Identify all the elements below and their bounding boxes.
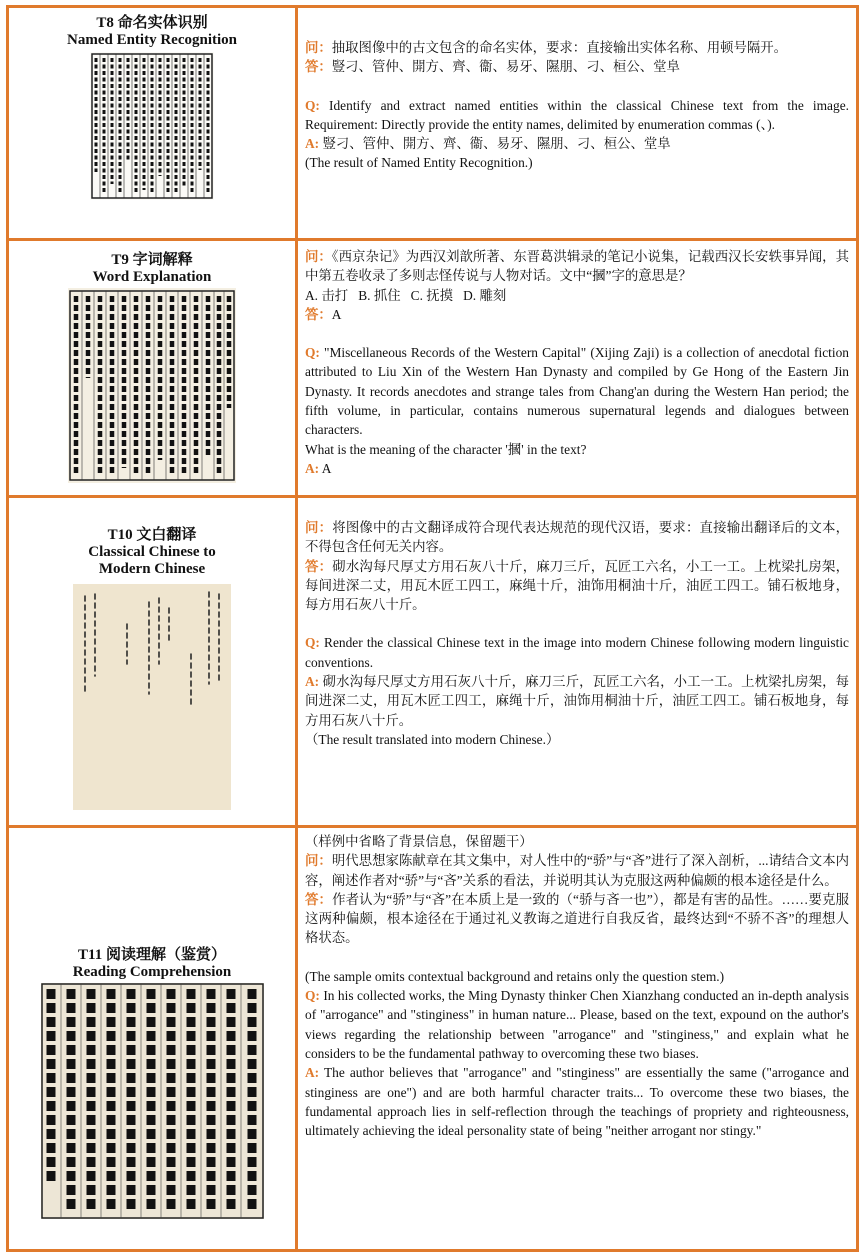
task-title-en: Reading Comprehension (72, 964, 232, 980)
task-title-zh: T10 文白翻译 (107, 527, 197, 543)
answer-en: A: A (305, 460, 332, 476)
question-en-label: Q: (305, 97, 320, 113)
question-zh: 问：将图像中的古文翻译成符合现代表达规范的现代汉语，要求：直接输出翻译后的文本，不得包含任何无关内容。 (305, 520, 850, 555)
answer-zh-label: 答： (305, 891, 333, 907)
task-title-en-line1: Classical Chinese to (88, 544, 216, 560)
answer-note: （The result translated into modern Chinese.） (305, 731, 560, 747)
question-zh: 问：明代思想家陈献章在其文集中，对人性中的“骄”与“吝”进行了深入剖析，...请结合文本内容，阐述作者对“骄”与“吝”关系的看法，并说明其认为克服这两种偏颇的根本途径是什么。 (305, 853, 850, 888)
omission-note-zh: （样例中省略了背景信息，保留题干） (305, 834, 533, 849)
question-zh-label: 问： (305, 853, 332, 869)
question-zh-label: 问： (305, 520, 333, 535)
answer-en: A: 砌水沟每尺厚丈方用石灰八十斤，麻刀三斤，瓦匠工六名，小工一工。上枕梁扎房架，每间进深二丈，用瓦木匠工四工，麻绳十斤，油饰用桐油十斤，油匠工四工。铺石板地身，每方用石灰八十斤。 (305, 674, 849, 728)
answer-en-label: A: (305, 136, 320, 152)
question-en-2: What is the meaning of the character '摑' in the text? (305, 441, 587, 457)
manuscript-image (90, 52, 214, 200)
answer-zh-label: 答： (305, 59, 332, 75)
qa-cell (298, 241, 856, 495)
manuscript-illustration (73, 584, 231, 810)
task-title-zh: T11 阅读理解（鉴赏） (78, 947, 226, 963)
question-en-label: Q: (305, 988, 320, 1004)
answer-en: A: 豎刁、管仲、開方、齊、衞、易牙、隰朋、刁、桓公、堂阜 (305, 136, 671, 152)
question-en-label: Q: (305, 635, 320, 651)
manuscript-illustration (90, 52, 214, 200)
question-en: Q: "Miscellaneous Records of the Western Capital" (Xijing Zaji) is a collection of anecdotal fiction attributed to Liu Xin of the Western Han Dynasty and compiled by Ge Hong of the Eastern Jin Dynasty. It records anecdotes and strange tales from Chang'an during the Western Han period; the fifth volume, in particular, contains numerous supernatural legends and dialogues between characters. (305, 345, 849, 438)
question-en: Q: Identify and extract named entities within the classical Chinese text from the image. Requirement: Directly provide the entity names, delimited by enumeration commas (、). (305, 97, 849, 132)
answer-zh: 答：作者认为“骄”与“吝”在本质上是一致的（“骄与吝一也”），都是有害的品性。……要克服这两种偏颇，根本途径在于通过礼义教诲之道进行自我反省，最终达到“不骄不吝”的理想人格状态。 (305, 891, 849, 946)
qa-cell (298, 8, 856, 238)
row-t10 (9, 498, 856, 828)
row-t9 (9, 241, 856, 498)
answer-zh: 答：A (305, 306, 342, 322)
question-en-label: Q: (305, 345, 320, 361)
answer-en: A: The author believes that "arrogance" and "stinginess" are essentially the same ("arrogance and stinginess are one") and are both harmful character traits... To overcome these two biases, the fundamental approach lies in self-reflection through the teachings of propriety and righteousness, ultimately achieving the ideal personality state of being "neither arrogant nor stingy." (305, 1065, 850, 1139)
row-t8 (9, 8, 856, 241)
manuscript-image (41, 983, 264, 1219)
answer-note: (The result of Named Entity Recognition.) (305, 155, 533, 171)
omission-note-en: (The sample omits contextual background and retains only the question stem.) (305, 968, 725, 984)
answer-options: A. 击打 B. 抓住 C. 抚摸 D. 雕刻 (305, 287, 507, 303)
task-title-zh: T8 命名实体识别 (96, 15, 208, 31)
answer-zh: 答：豎刁、管仲、開方、齊、衞、易牙、隰朋、刁、桓公、堂阜 (305, 59, 680, 75)
task-title-en-line2: Modern Chinese (98, 561, 206, 577)
task-title-zh: T9 字词解释 (111, 252, 193, 268)
task-table (6, 5, 859, 1252)
manuscript-illustration (41, 983, 264, 1219)
answer-en-label: A: (305, 1065, 320, 1081)
answer-zh: 答：砌水沟每尺厚丈方用石灰八十斤，麻刀三斤，瓦匠工六名，小工一工。上枕梁扎房架，每间进深二丈，用瓦木匠工四工，麻绳十斤，油饰用桐油十斤，油匠工四工。铺石板地身，每方用石灰八十斤。 (305, 558, 850, 613)
manuscript-illustration (68, 288, 236, 483)
qa-cell (298, 498, 856, 825)
question-zh: 问：抽取图像中的古文包含的命名实体，要求：直接输出实体名称、用顿号隔开。 (305, 40, 788, 55)
task-label-cell (9, 8, 298, 238)
task-label-cell (9, 498, 298, 825)
manuscript-image (73, 584, 231, 810)
qa-cell (298, 828, 856, 1249)
question-zh-label: 问： (305, 40, 332, 55)
question-zh: 问：《西京杂记》为西汉刘歆所著、东晋葛洪辑录的笔记小说集，记载西汉长安轶事异闻，其中第五卷收录了多则志怪传说与人物对话。文中“摑”字的意思是？ (305, 249, 849, 284)
answer-zh-label: 答： (305, 558, 333, 574)
answer-zh-label: 答： (305, 306, 332, 322)
task-label-cell (9, 828, 298, 1249)
task-title-en: Named Entity Recognition (67, 32, 237, 48)
task-label-cell (9, 241, 298, 495)
row-t11 (9, 828, 856, 1249)
answer-en-label: A: (305, 674, 320, 690)
manuscript-image (68, 288, 236, 483)
question-en: Q: Render the classical Chinese text in the image into modern Chinese following modern linguistic conventions. (305, 635, 849, 670)
task-title-en: Word Explanation (92, 269, 212, 285)
question-en: Q: In his collected works, the Ming Dynasty thinker Chen Xianzhang conducted an in-depth analysis of "arrogance" and "stinginess" in human nature... Please, based on the text, expound on the author's views regarding the relationship between "arrogance" and "stinginess," and explain what he considers to be the fundamental pathway to overcoming these two biases. (305, 988, 849, 1061)
answer-en-label: A: (305, 460, 320, 476)
question-zh-label: 问： (305, 249, 332, 264)
